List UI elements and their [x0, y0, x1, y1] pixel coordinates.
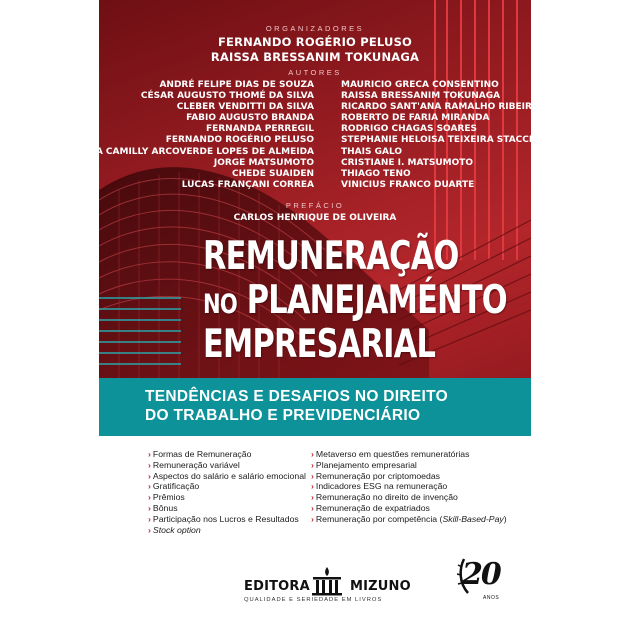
anniversary-label: ANOS: [483, 595, 500, 601]
author-name: CÉSAR AUGUSTO THOMÉ DA SILVA: [140, 91, 314, 102]
author-name: ANDRÉ FELIPE DIAS DE SOUZA: [159, 80, 314, 90]
author-name: CHEDE SUAIDEN: [231, 168, 314, 179]
list-item: › Formas de Remuneração: [148, 449, 252, 459]
organizers-label: ORGANIZADORES: [265, 24, 365, 33]
subtitle-bar: [99, 378, 531, 436]
anniversary-number: 20: [462, 557, 500, 592]
author-name: VINICIUS FRANCO DUARTE: [341, 179, 475, 190]
list-item: › Remuneração de expatriados: [311, 502, 430, 513]
list-item: › Aspectos do salário e salário emocional: [148, 470, 306, 481]
author-name: RICARDO SANT'ANA RAMALHO RIBEIRO: [341, 102, 540, 113]
preface-label: PREFÁCIO: [285, 201, 345, 210]
preface-author: CARLOS HENRIQUE DE OLIVEIRA: [233, 213, 397, 223]
list-item: › Gratificação: [148, 481, 200, 492]
title-line-1: REMUNERAÇÃO: [203, 234, 459, 279]
publisher-name: [244, 579, 411, 594]
author-name: RODRIGO CHAGAS SOARES: [341, 124, 477, 135]
list-item: › Remuneração por competência (Skill-Based-Pay): [311, 513, 507, 524]
author-name: FABIO AUGUSTO BRANDA: [186, 113, 314, 124]
subtitle-line-2: DO TRABALHO E PREVIDENCIÁRIO: [145, 407, 421, 424]
publisher-name-left: EDITORA: [244, 579, 310, 594]
list-item: › Indicadores ESG na remuneração: [311, 481, 448, 492]
list-item: › Remuneração por criptomoedas: [311, 470, 441, 481]
subtitle-line-1: TENDÊNCIAS E DESAFIOS NO DIREITO: [145, 388, 448, 405]
title-main: PLANEJAMÉNTO: [246, 278, 507, 323]
author-name: ROBERTO DE FARIA MIRANDA: [341, 113, 490, 124]
list-item: › Bônus: [148, 502, 178, 513]
authors-label: AUTORES: [288, 68, 342, 77]
author-name: CRISTIANE I. MATSUMOTO: [341, 157, 474, 168]
topics-right-list: [311, 449, 507, 525]
author-name: JORGE MATSUMOTO: [213, 157, 314, 168]
author-name: JÉSSICA CAMILLY ARCOVERDE LOPES DE ALMEIDA: [63, 146, 314, 157]
publisher-logo-block: [244, 566, 419, 606]
authors-right-column: [341, 80, 560, 191]
author-name: FERNANDA PERREGIL: [205, 124, 314, 135]
author-name: STEPHANIE HELOISA TEIXEIRA STACCIARINI: [341, 135, 561, 146]
topics-left-list: [148, 449, 306, 535]
publisher-name-right: MIZUNO: [350, 579, 411, 594]
book-cover: [63, 0, 561, 630]
organizer-name: RAISSA BRESSANIM TOKUNAGA: [210, 50, 420, 64]
organizer-name: FERNANDO ROGÉRIO PELUSO: [217, 35, 413, 49]
list-item: › Planejamento empresarial: [311, 459, 417, 470]
list-item: › Stock option: [148, 524, 201, 535]
author-name: THAIS GALO: [341, 146, 403, 157]
title-line-2: [203, 280, 507, 326]
list-item: › Metaverso em questões remuneratórias: [311, 449, 470, 459]
author-name: FERNANDO ROGÉRIO PELUSO: [165, 135, 314, 146]
list-item: › Prêmios: [148, 492, 185, 503]
author-name: MAURICIO GRECA CONSENTINO: [341, 80, 499, 90]
list-item: › Remuneração variável: [148, 459, 240, 470]
author-name: CLEBER VENDITTI DA SILVA: [176, 102, 314, 113]
list-item: › Participação nos Lucros e Resultados: [148, 513, 299, 524]
authors-left-column: [64, 80, 314, 191]
cover-top-panel: [63, 0, 561, 436]
title-line-3: EMPRESARIAL: [203, 322, 436, 367]
temple-columns-icon: [307, 566, 347, 596]
author-name: THIAGO TENO: [341, 168, 411, 179]
list-item: › Remuneração no direito de invenção: [311, 492, 458, 503]
publisher-tagline: QUALIDADE E SERIEDADE EM LIVROS: [244, 597, 383, 603]
title-prefix: NO: [203, 289, 237, 320]
author-name: RAISSA BRESSANIM TOKUNAGA: [341, 91, 501, 102]
author-name: LUCAS FRANÇANI CORREA: [181, 179, 314, 190]
anniversary-badge: [456, 553, 506, 605]
